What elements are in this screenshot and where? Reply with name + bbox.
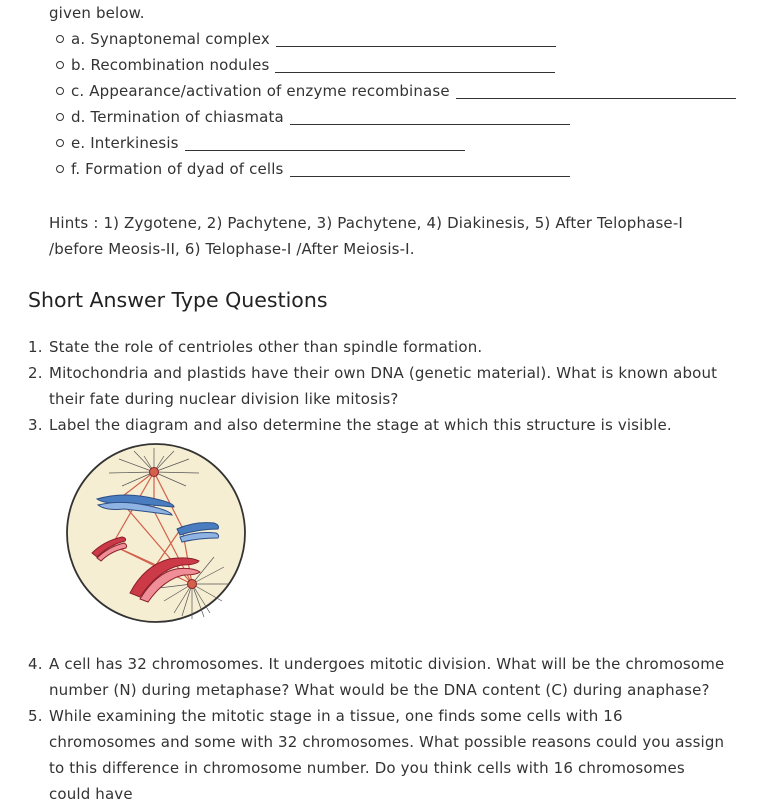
hints-text: Hints : 1) Zygotene, 2) Pachytene, 3) Pachytene, 4) Diakinesis, 5) After Telophase-I /before Meosis-II, 6) Telophase-I /After Meiosis-I.	[49, 214, 683, 258]
question-text: While examining the mitotic stage in a tissue, one finds some cells with 16 chromosomes and some with 32 chromosomes. What possible reasons could you assign to this difference in chromosome number. Do you think cells with 16 chromosomes could have	[49, 707, 725, 803]
question-number: 1.	[28, 338, 43, 356]
question-text: Mitochondria and plastids have their own DNA (genetic material). What is known about their fate during nuclear division like mitosis?	[49, 364, 718, 408]
question-text: A cell has 32 chromosomes. It undergoes mitotic division. What will be the chromosome number (N) during metaphase? What would be the DNA content (C) during anaphase?	[49, 655, 725, 699]
intro-text: given below.	[49, 4, 145, 22]
bullet-icon	[56, 113, 64, 121]
list-item: f. Formation of dyad of cells	[56, 160, 570, 180]
list-item: c. Appearance/activation of enzyme recombinase	[56, 82, 736, 102]
question-number: 3.	[28, 416, 43, 434]
answer-blank	[290, 176, 570, 177]
question-item	[28, 703, 729, 807]
answer-blank	[290, 124, 570, 125]
question-item	[28, 651, 729, 703]
centriole-top	[150, 468, 159, 477]
answer-blank	[456, 98, 736, 99]
question-number: 5.	[28, 707, 43, 725]
question-item	[28, 360, 729, 412]
question-text: Label the diagram and also determine the stage at which this structure is visible.	[49, 416, 672, 434]
answer-blank	[275, 72, 555, 73]
bullet-icon	[56, 61, 64, 69]
question-number: 2.	[28, 364, 43, 382]
bullet-icon	[56, 87, 64, 95]
cell-division-diagram	[64, 441, 248, 627]
list-item: d. Termination of chiasmata	[56, 108, 570, 128]
centriole-bottom	[188, 580, 197, 589]
bullet-icon	[56, 35, 64, 43]
list-item: e. Interkinesis	[56, 134, 465, 154]
answer-blank	[276, 46, 556, 47]
answer-blank	[185, 150, 465, 151]
question-item	[28, 412, 729, 438]
bullet-icon	[56, 165, 64, 173]
question-item	[28, 334, 729, 360]
list-item: a. Synaptonemal complex	[56, 30, 556, 50]
question-text: State the role of centrioles other than spindle formation.	[49, 338, 483, 356]
question-number: 4.	[28, 655, 43, 673]
bullet-icon	[56, 139, 64, 147]
section-heading: Short Answer Type Questions	[28, 288, 328, 312]
list-item: b. Recombination nodules	[56, 56, 555, 76]
